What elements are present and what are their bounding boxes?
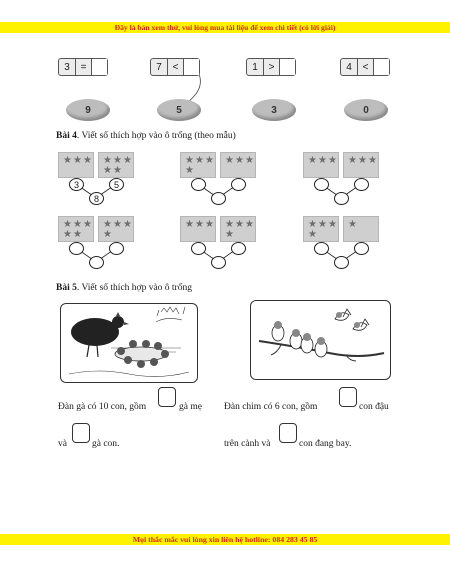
star-icon: ★ [63,219,72,230]
birds-picture [250,300,391,380]
star-icon: ★ [73,219,82,230]
answer-circle[interactable] [231,242,246,255]
answer-oval[interactable]: 9 [66,99,110,121]
exercise-5-heading [56,283,192,293]
star-icon: ★ [348,155,357,166]
exercise-4-instruction: . Viết số thích hợp vào ô trống (theo mẫu) [76,131,236,141]
compare-box-4 [340,58,390,76]
star-icon: ★ [113,165,122,176]
compare-box-1 [58,58,108,76]
exercise-5-instruction: . Viết số thích hợp vào ô trống [76,283,192,293]
chicken-sentence-part3: và [58,439,67,449]
birds-flying-answer-box[interactable] [279,423,297,443]
star-icon: ★ [348,219,357,230]
compare-answer-slot[interactable] [91,59,107,75]
birds-sentence-part3: trên cành và [224,439,271,449]
chicken-picture [60,303,198,383]
compare-number: 7 [156,61,162,73]
compare-number: 1 [252,61,258,73]
chicken-sentence-part2: gà mẹ [179,402,202,412]
star-icon: ★ [195,219,204,230]
star-icon: ★ [308,219,317,230]
star-icon: ★ [245,219,254,230]
compare-answer-slot[interactable] [183,59,199,75]
star-icon: ★ [83,155,92,166]
star-icon: ★ [205,219,214,230]
star-icon: ★ [235,219,244,230]
star-icon: ★ [318,219,327,230]
star-icon: ★ [63,155,72,166]
answer-circle[interactable] [314,242,329,255]
compare-number: 4 [346,61,352,73]
answer-oval[interactable]: 0 [344,99,388,121]
chicken-mother-answer-box[interactable] [158,387,176,407]
answer-circle[interactable] [334,192,349,205]
star-icon: ★ [225,229,234,240]
star-icon: ★ [318,155,327,166]
answer-circle[interactable] [109,242,124,255]
star-icon: ★ [328,155,337,166]
answer-circle[interactable] [191,178,206,191]
birds-sentence-part1: Đàn chim có 6 con, gồm [224,402,318,412]
star-icon: ★ [358,155,367,166]
birds-sentence-part2: con đậu [359,402,389,412]
star-icon: ★ [225,155,234,166]
answer-circle[interactable] [354,242,369,255]
compare-operator: < [357,59,373,75]
answer-circle[interactable] [314,178,329,191]
compare-number: 3 [64,61,70,73]
answer-circle[interactable] [89,256,104,269]
answer-circle[interactable] [211,256,226,269]
answer-circle[interactable] [231,178,246,191]
preview-banner: Đây là bản xem thử, vui lòng mua tài liệu để xem chi tiết (có lời giải) [0,22,450,33]
star-icon: ★ [368,155,377,166]
star-icon: ★ [73,229,82,240]
compare-box-2 [150,58,200,76]
answer-oval[interactable]: 5 [157,99,201,121]
star-icon: ★ [245,155,254,166]
answer-circle[interactable] [191,242,206,255]
answer-circle[interactable]: 8 [89,192,104,205]
exercise-5-label: Bài 5 [56,283,77,293]
star-icon: ★ [328,219,337,230]
compare-operator: = [75,59,91,75]
answer-circle[interactable]: 5 [109,178,124,191]
compare-answer-slot[interactable] [373,59,389,75]
star-icon: ★ [308,155,317,166]
hotline-footer: Mọi thắc mắc vui lòng xin liên hệ hotline: 084 283 45 85 [0,534,450,545]
star-icon: ★ [185,155,194,166]
exercise-4-heading [56,131,236,141]
chicken-chicks-answer-box[interactable] [72,423,90,443]
star-icon: ★ [123,219,132,230]
star-icon: ★ [185,219,194,230]
answer-circle[interactable] [334,256,349,269]
star-icon: ★ [225,219,234,230]
star-icon: ★ [63,229,72,240]
star-icon: ★ [123,155,132,166]
answer-circle[interactable]: 3 [69,178,84,191]
answer-circle[interactable] [69,242,84,255]
answer-circle[interactable] [354,178,369,191]
birds-on-branch-illustration [251,301,390,379]
compare-box-3 [246,58,296,76]
star-icon: ★ [195,155,204,166]
star-icon: ★ [185,165,194,176]
star-icon: ★ [308,229,317,240]
star-icon: ★ [113,155,122,166]
chicken-sentence-part4: gà con. [92,439,120,449]
star-icon: ★ [73,155,82,166]
star-icon: ★ [103,155,112,166]
star-icon: ★ [235,155,244,166]
answer-oval[interactable]: 3 [252,99,296,121]
birds-perched-answer-box[interactable] [339,387,357,407]
star-icon: ★ [103,229,112,240]
compare-answer-slot[interactable] [279,59,295,75]
chicken-sentence-part1: Đàn gà có 10 con, gồm [58,402,147,412]
star-icon: ★ [103,165,112,176]
exercise-4-label: Bài 4 [56,131,77,141]
hen-and-chicks-illustration [61,304,197,382]
birds-sentence-part4: con đang bay. [299,439,352,449]
star-icon: ★ [83,219,92,230]
star-icon: ★ [103,219,112,230]
answer-circle[interactable] [211,192,226,205]
compare-operator: < [167,59,183,75]
star-icon: ★ [113,219,122,230]
star-icon: ★ [205,155,214,166]
compare-operator: > [263,59,279,75]
